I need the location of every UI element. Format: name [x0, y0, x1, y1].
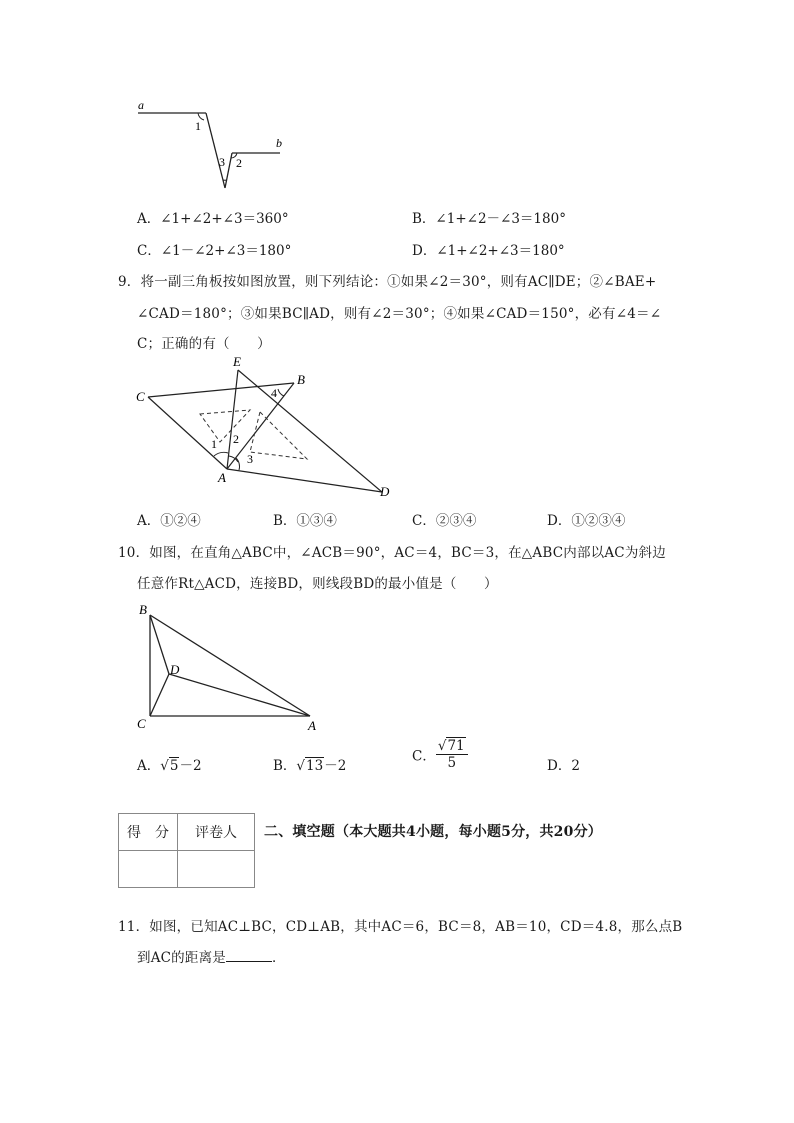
q9-option-b[interactable]: B．①③④ [273, 513, 337, 529]
section2-title: 二、填空题（本大题共4小题，每小题5分，共20分） [264, 824, 602, 840]
q9-option-d[interactable]: D．①②③④ [547, 513, 626, 529]
q10-option-c-radicand: 71 [447, 738, 465, 754]
score-table [118, 813, 255, 888]
q8-figure [128, 96, 298, 196]
q9-dashed-triangle-left [200, 410, 250, 442]
q9-label-3: 3 [247, 452, 253, 466]
q9-line-EA [227, 370, 238, 469]
q9-figure [132, 352, 400, 502]
q10-option-b[interactable] [273, 754, 346, 774]
q10-option-b-label: B． [273, 758, 297, 774]
q10-option-c-denominator: 5 [447, 755, 457, 771]
q8-label-1: 1 [195, 119, 201, 133]
q9-stem-line2: ∠CAD＝180°；③如果BC∥AD，则有∠2＝30°；④如果∠CAD＝150°，必有∠4＝∠ [137, 306, 662, 322]
q10-option-a-tail: －2 [179, 758, 202, 774]
q8-segment-1 [206, 113, 225, 188]
q10-label-A: A [308, 718, 316, 733]
q9-stem-line1: 9．将一副三角板按如图放置，则下列结论：①如果∠2＝30°，则有AC∥DE；②∠BAE+ [118, 274, 657, 290]
q8-label-2: 2 [236, 156, 242, 170]
q8-label-a: a [138, 98, 144, 112]
q11-stem-line2 [137, 946, 286, 966]
q9-line-CA [148, 397, 227, 469]
q10-option-b-tail: －2 [324, 758, 347, 774]
q10-option-a-label: A． [137, 758, 161, 774]
q8-option-b[interactable]: B．∠1+∠2－∠3＝180° [412, 211, 566, 227]
q10-option-c-fraction [436, 738, 468, 771]
q10-option-a[interactable] [137, 754, 202, 774]
sqrt-symbol: √5 [160, 758, 179, 774]
q10-label-C: C [137, 716, 146, 731]
q10-stem-line1: 10．如图，在直角△ABC中，∠ACB＝90°，AC＝4，BC＝3，在△ABC内部以AC为斜边 [118, 545, 666, 561]
q9-option-c[interactable]: C．②③④ [412, 513, 477, 529]
q9-label-E: E [233, 354, 241, 369]
q10-segment-BD [150, 615, 169, 674]
grader-header: 评卷人 [178, 814, 255, 851]
q10-option-c-label: C． [412, 748, 436, 765]
q8-segment-2 [225, 153, 232, 188]
q9-stem-line3: C；正确的有（ ） [137, 336, 271, 352]
q10-option-a-radicand: 5 [169, 758, 179, 774]
q9-label-C: C [136, 389, 145, 404]
q10-label-B: B [139, 602, 147, 617]
q9-angle1-arc [214, 452, 228, 456]
q10-option-b-radicand: 13 [306, 758, 324, 774]
q9-label-B: B [297, 372, 305, 387]
fraction-numerator [436, 738, 468, 755]
q10-figure [132, 600, 322, 735]
q8-option-a[interactable]: A．∠1+∠2+∠3＝360° [137, 211, 289, 227]
sqrt-symbol: √13 [296, 758, 324, 774]
grader-cell[interactable] [178, 851, 255, 888]
q10-segment-AD [169, 674, 310, 716]
score-cell[interactable] [119, 851, 178, 888]
q9-label-A: A [218, 470, 226, 485]
q10-label-D: D [170, 662, 180, 677]
q9-label-D: D [380, 484, 390, 499]
q9-dashed-triangle-right [250, 412, 307, 459]
q9-label-2: 2 [233, 432, 239, 446]
q8-label-3: 3 [219, 155, 225, 169]
q11-stem-line1: 11．如图，已知AC⊥BC，CD⊥AB，其中AC＝6，BC＝8，AB＝10，CD＝4.8，那么点B [118, 919, 683, 935]
q10-option-d[interactable]: D．2 [547, 758, 580, 774]
q9-label-1: 1 [211, 437, 217, 451]
q10-segment-CD [150, 674, 169, 716]
q9-angle4-arc [278, 389, 284, 396]
q11-answer-blank[interactable] [226, 948, 272, 962]
q9-label-4: 4 [271, 386, 277, 400]
q10-option-c[interactable] [412, 738, 468, 771]
sqrt-symbol: √71 [437, 738, 465, 754]
q11-stem-line2-end: ． [271, 950, 286, 966]
q8-label-b: b [276, 136, 282, 150]
q8-option-c[interactable]: C．∠1－∠2+∠3＝180° [137, 243, 292, 259]
q11-stem-line2-text: 到AC的距离是 [137, 950, 226, 966]
q8-option-d[interactable]: D．∠1+∠2+∠3＝180° [412, 243, 565, 259]
q10-stem-line2: 任意作Rt△ACD，连接BD，则线段BD的最小值是（ ） [137, 576, 498, 592]
q9-option-a[interactable]: A．①②④ [137, 513, 201, 529]
score-header: 得 分 [119, 814, 178, 851]
